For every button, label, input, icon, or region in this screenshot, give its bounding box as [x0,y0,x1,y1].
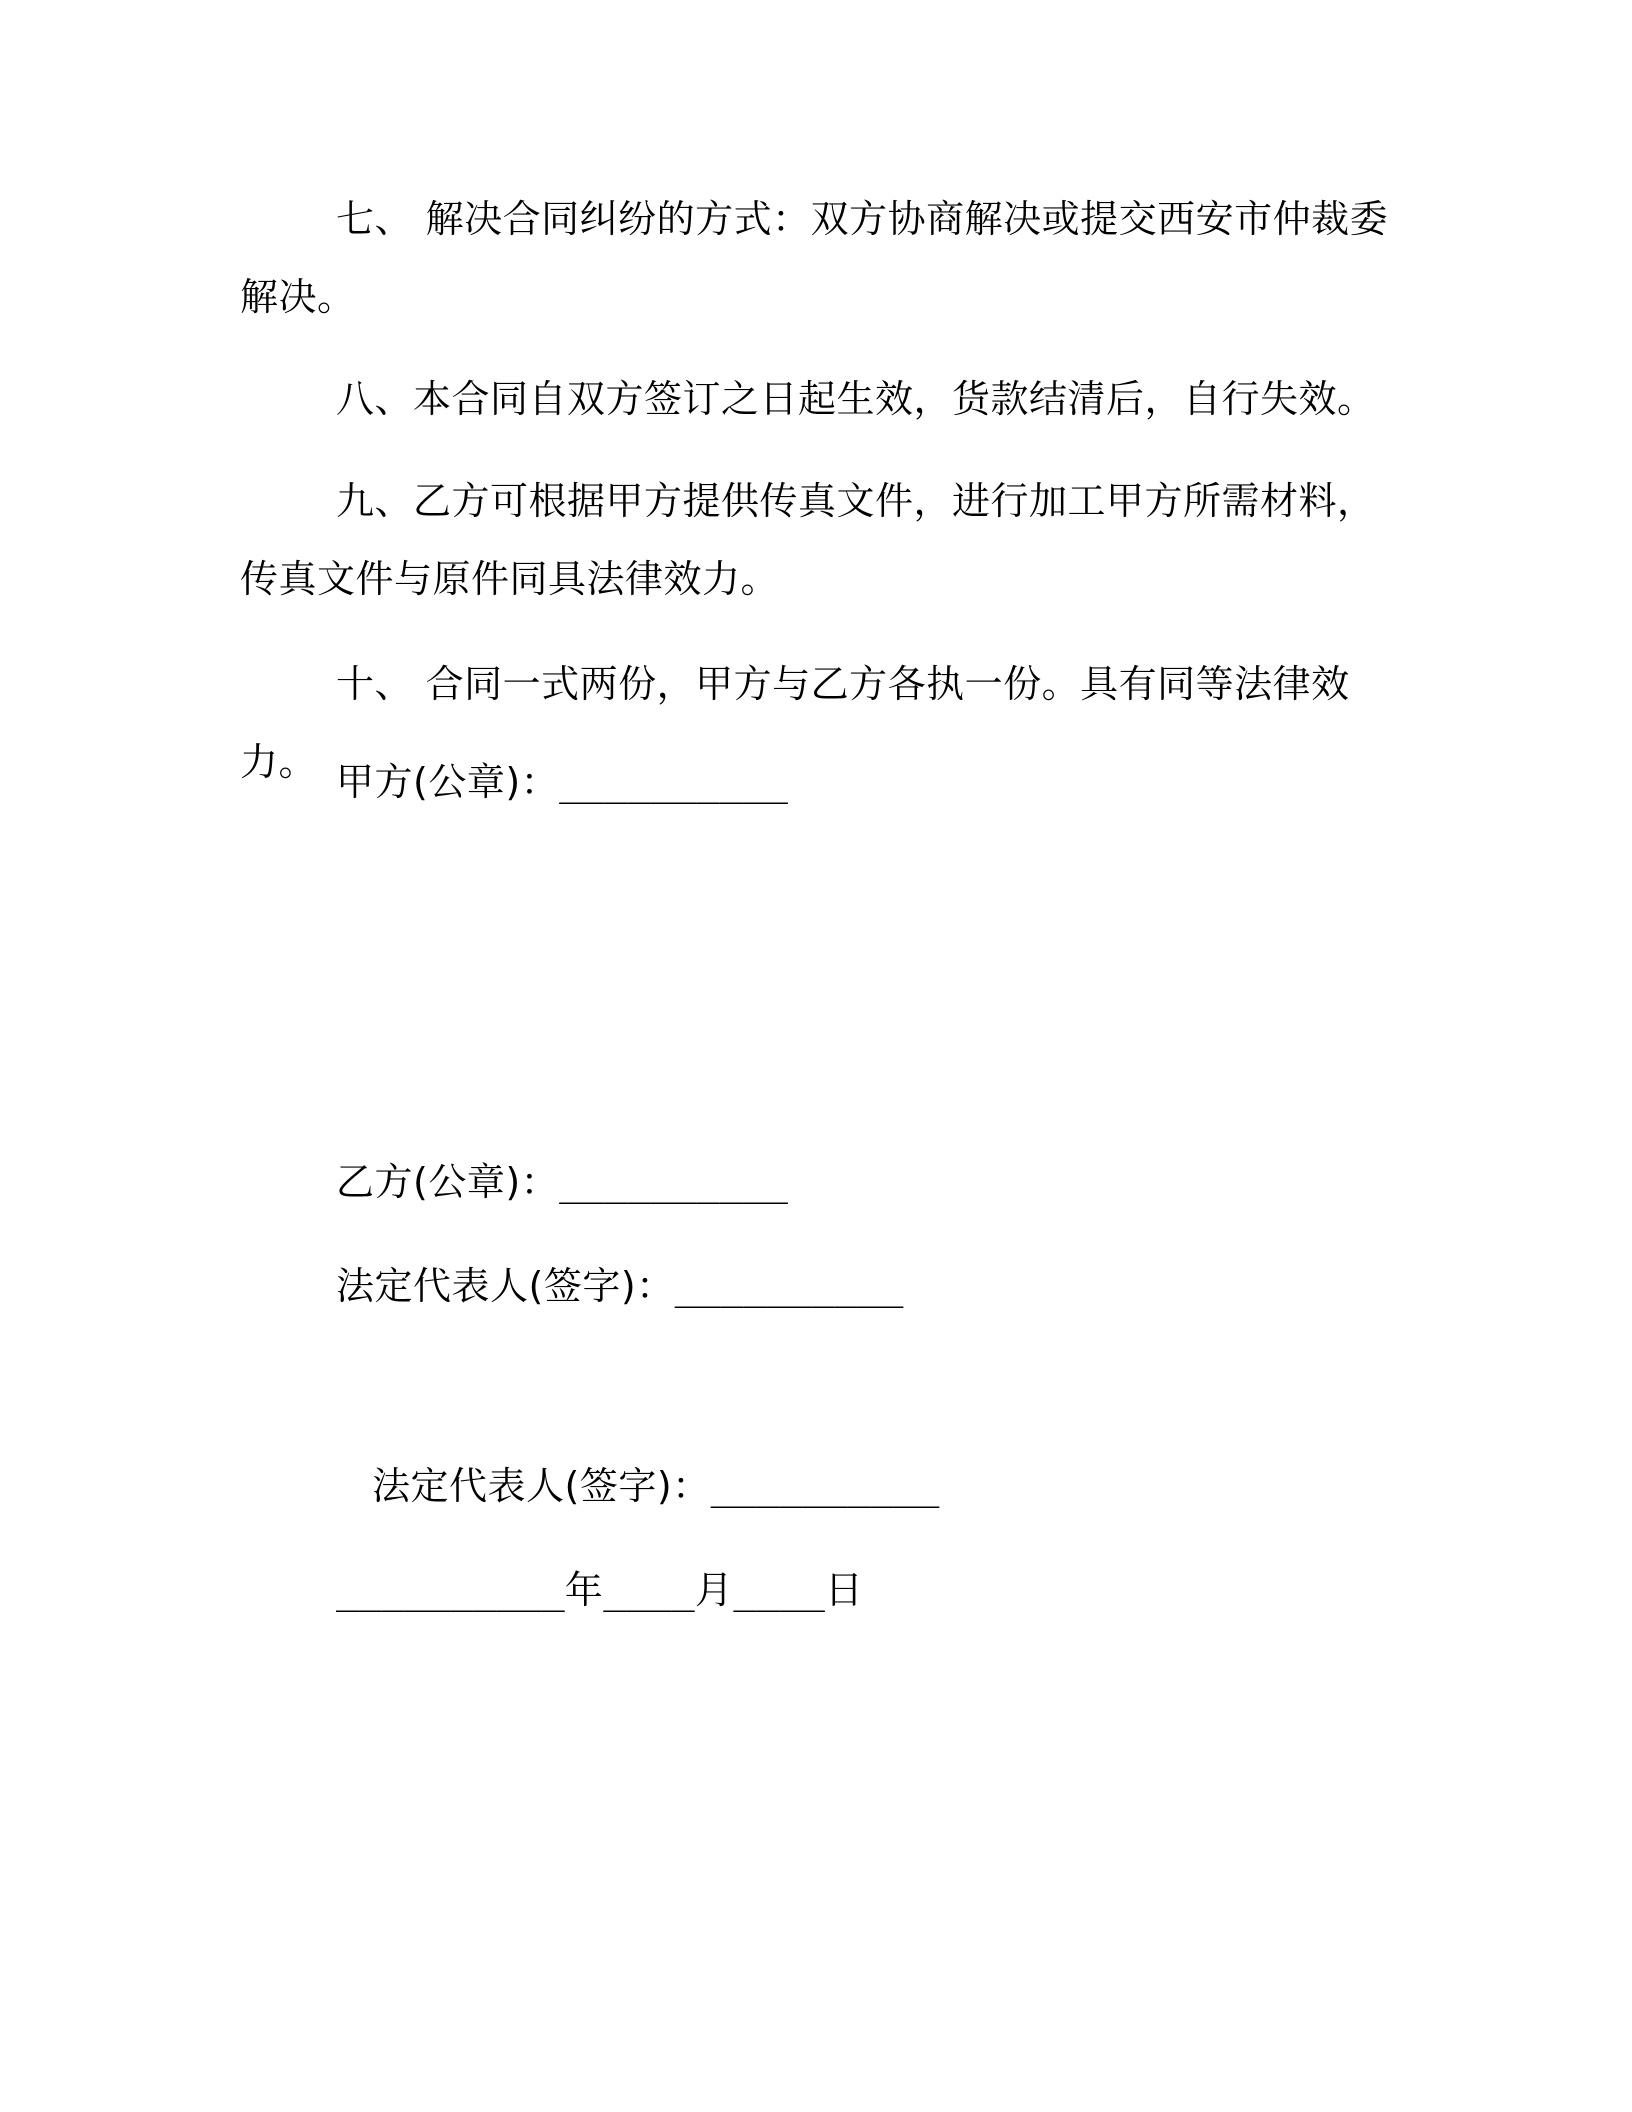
legal-rep-blank-1: __________ [674,1264,904,1308]
legal-rep-blank-2: __________ [710,1464,940,1508]
legal-rep-line-2 [372,1462,939,1510]
year-label: 年 [564,1568,604,1612]
month-label: 月 [694,1568,734,1612]
legal-rep-line-1 [336,1262,903,1310]
clause-7: 七、 解决合同纠纷的方式：双方协商解决或提交西安市仲裁委解决。 [240,197,1389,319]
party-a-blank: __________ [559,760,788,804]
date-line [336,1566,863,1614]
clause-8: 八、本合同自双方签订之日起生效，货款结清后，自行失效。 [336,377,1376,421]
month-blank: ____ [603,1568,695,1612]
party-b-blank: __________ [559,1160,788,1204]
party-b-label: 乙方(公章)： [336,1160,560,1204]
party-a-label: 甲方(公章)： [336,760,560,804]
clause-9: 九、乙方可根据甲方提供传真文件，进行加工甲方所需材料，传真文件与原件同具法律效力。 [240,479,1376,601]
clause-10: 十、 合同一式两份，甲方与乙方各执一份。具有同等法律效力。 [240,662,1350,784]
year-blank: __________ [336,1568,565,1612]
day-blank: ____ [733,1568,825,1612]
legal-rep-label-1: 法定代表人(签字)： [336,1264,675,1308]
party-b-seal-line [336,1158,788,1206]
day-label: 日 [824,1568,864,1612]
legal-rep-label-2: 法定代表人(签字)： [372,1464,711,1508]
party-a-seal-line [336,758,788,806]
